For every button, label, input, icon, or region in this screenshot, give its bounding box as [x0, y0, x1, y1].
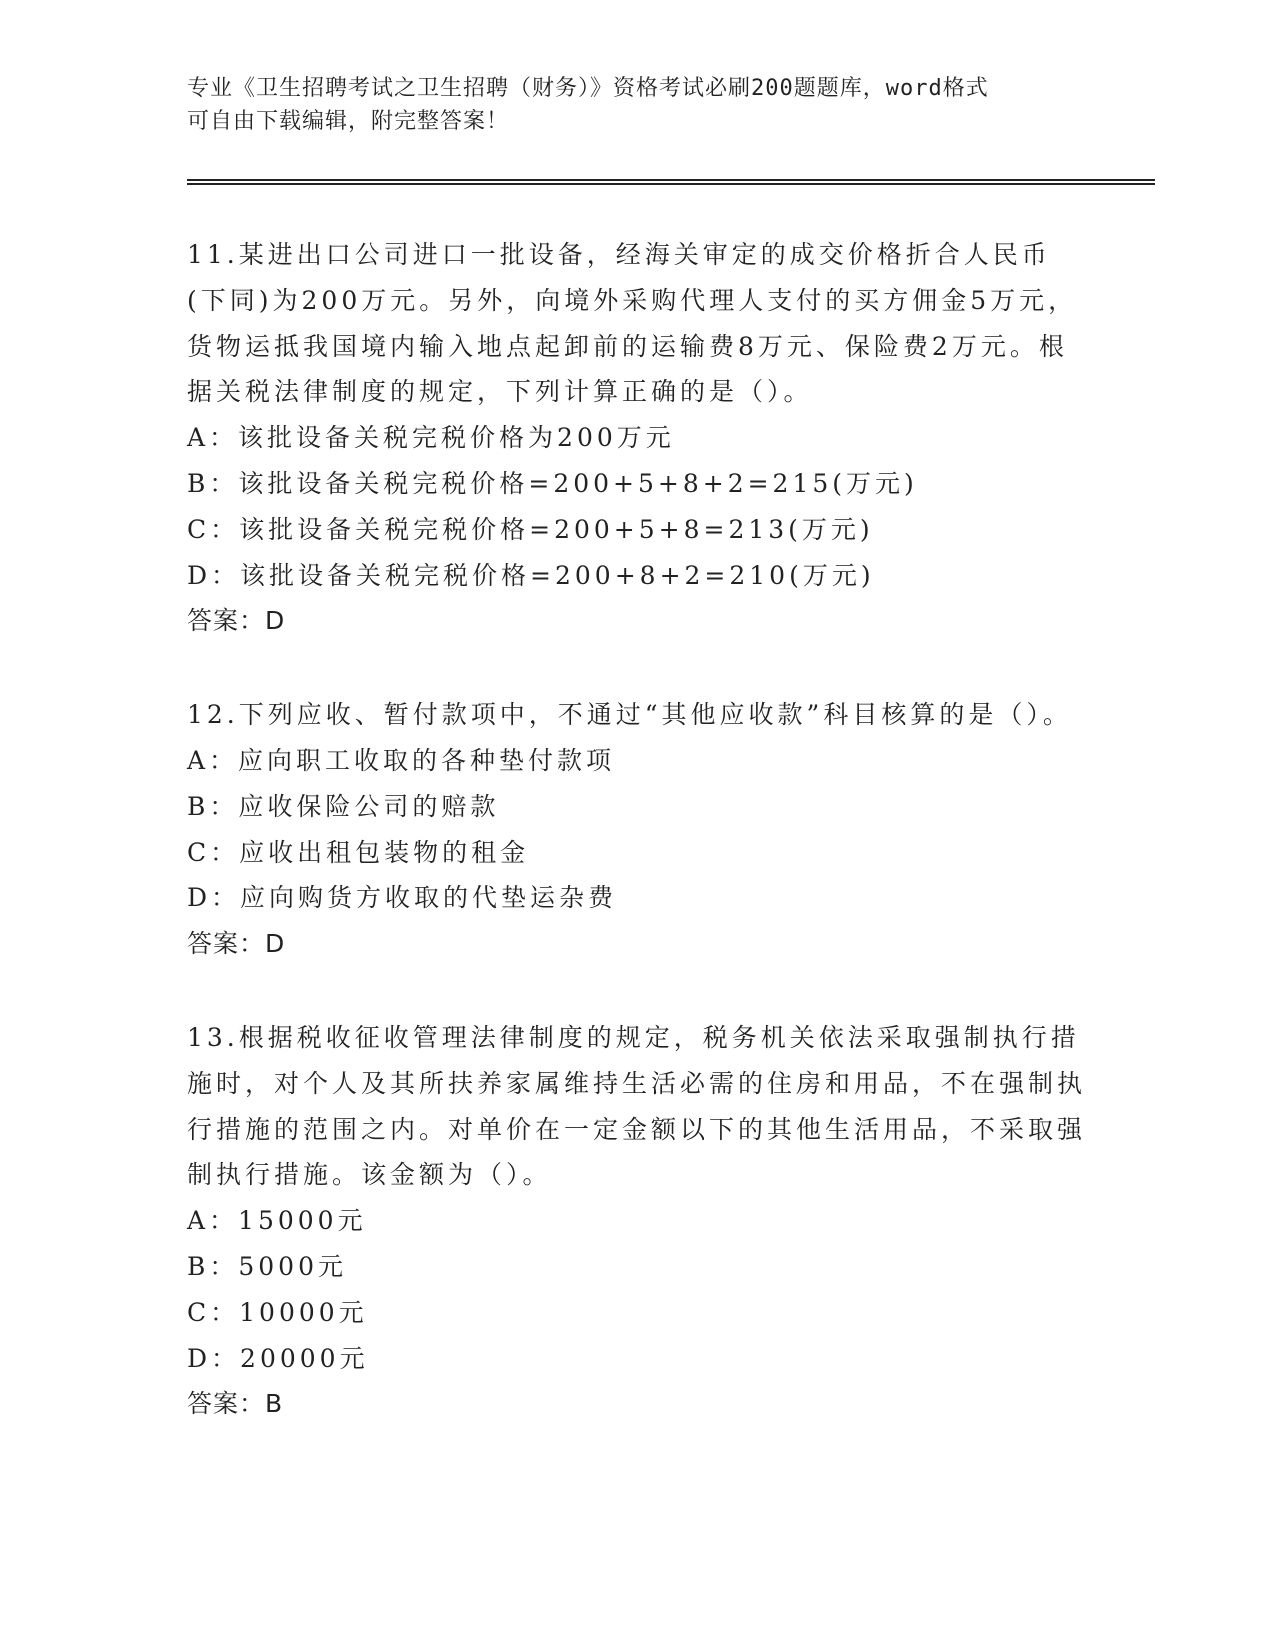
question-11 — [187, 232, 1087, 644]
answer-line: 答案：D — [187, 606, 286, 636]
option-c: C：10000元 — [187, 1297, 368, 1327]
question-stem: 11.某进出口公司进口一批设备，经海关审定的成交价格折合人民币(下同)为200万元。另外，向境外采购代理人支付的买方佣金5万元，货物运抵我国境内输入地点起卸前的运输费8万元、保险费2万元。根据关税法律制度的规定，下列计算正确的是（）。 — [187, 240, 1078, 407]
option-b: B：该批设备关税完税价格=200+5+8+2=215(万元) — [187, 468, 918, 498]
document-header — [187, 72, 1087, 138]
option-b: B：应收保险公司的赔款 — [187, 791, 500, 821]
header-line-2: 可自由下载编辑，附完整答案！ — [187, 109, 510, 134]
question-stem: 13.根据税收征收管理法律制度的规定，税务机关依法采取强制执行措施时，对个人及其所扶养家属维持生活必需的住房和用品，不在强制执行措施的范围之内。对单价在一定金额以下的其他生活用品，不采取强制执行措施。该金额为（）。 — [187, 1022, 1087, 1190]
option-c: C：应收出租包装物的租金 — [187, 837, 530, 867]
question-13 — [187, 1015, 1087, 1427]
option-d: D：应向购货方收取的代垫运杂费 — [187, 883, 618, 913]
option-a: A：15000元 — [187, 1206, 367, 1236]
option-d: D：20000元 — [187, 1343, 369, 1373]
option-c: C：该批设备关税完税价格=200+5+8=213(万元) — [187, 514, 874, 544]
answer-line: 答案：D — [187, 929, 286, 959]
question-list — [187, 232, 1087, 1475]
option-d: D：该批设备关税完税价格=200+8+2=210(万元) — [187, 560, 875, 590]
option-a: A：该批设备关税完税价格为200万元 — [187, 423, 675, 453]
option-a: A：应向职工收取的各种垫付款项 — [187, 745, 616, 775]
question-stem: 12.下列应收、暂付款项中，不通过“其他应收款”科目核算的是（）。 — [187, 700, 1072, 730]
question-12 — [187, 692, 1087, 967]
header-rule-bottom — [187, 183, 1155, 185]
header-rule-top — [187, 179, 1155, 181]
option-b: B：5000元 — [187, 1251, 347, 1281]
answer-line: 答案：B — [187, 1389, 284, 1419]
header-line-1: 专业《卫生招聘考试之卫生招聘（财务）》资格考试必刷200题题库，word格式 — [187, 76, 989, 101]
